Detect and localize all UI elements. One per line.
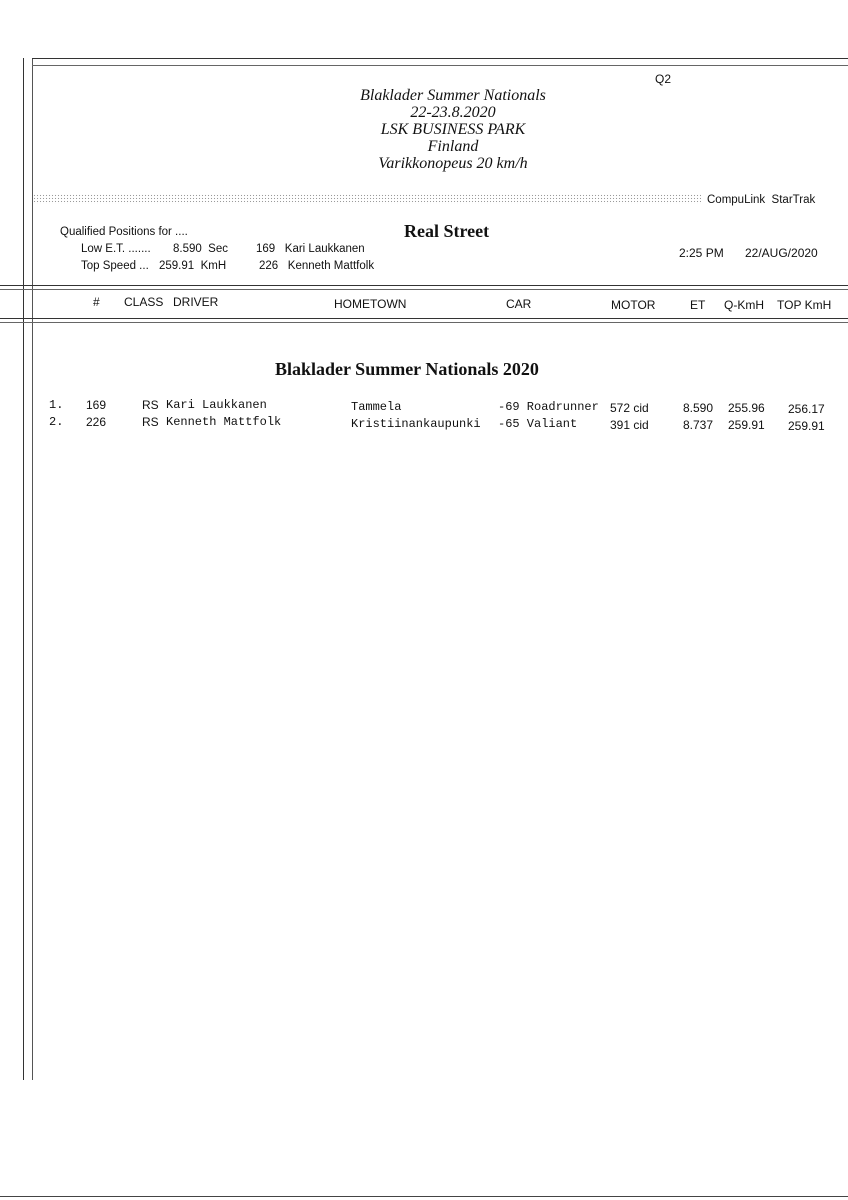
left-margin-line (23, 58, 24, 1080)
col-header-car: CAR (506, 297, 532, 311)
report-date: 22/AUG/2020 (745, 246, 818, 260)
row-position: 1. (49, 398, 64, 412)
software-label: CompuLink StarTrak (707, 194, 816, 206)
row-et: 8.590 (683, 401, 714, 415)
column-header-bottom-rule-2 (0, 322, 848, 323)
row-class: RS (142, 398, 159, 412)
col-header-hometown: HOMETOWN (334, 297, 407, 311)
event-title: Blaklader Summer Nationals (360, 87, 546, 104)
row-qkmh: 259.91 (728, 418, 765, 432)
row-hometown: Tammela (351, 400, 402, 414)
column-header-bottom-rule (0, 318, 848, 319)
column-header-top-rule-2 (0, 289, 848, 290)
row-driver: Kari Laukkanen (166, 398, 267, 412)
row-motor: 391 cid (610, 418, 649, 432)
col-header-motor: MOTOR (611, 298, 656, 312)
row-car-number: 226 (86, 415, 107, 429)
row-car: -65 Valiant (498, 417, 578, 431)
row-motor: 572 cid (610, 401, 649, 415)
row-hometown: Kristiinankaupunki (351, 417, 481, 431)
top-speed-driver: 226 Kenneth Mattfolk (259, 260, 375, 272)
row-driver: Kenneth Mattfolk (166, 415, 282, 429)
low-et-driver: 169 Kari Laukkanen (256, 243, 365, 255)
row-topkmh: 259.91 (788, 419, 825, 433)
top-speed-value: 259.91 KmH (159, 260, 227, 272)
col-header-driver: DRIVER (173, 295, 219, 309)
round-code: Q2 (655, 72, 672, 86)
low-et-label: Low E.T. ....... (81, 243, 151, 255)
col-header-num: # (93, 295, 100, 309)
dotted-separator (33, 194, 701, 204)
top-rule (32, 58, 848, 59)
row-class: RS (142, 415, 159, 429)
top-rule-2 (32, 65, 848, 66)
class-title: Real Street (404, 221, 490, 241)
row-car-number: 169 (86, 398, 107, 412)
event-dates: 22-23.8.2020 (410, 104, 496, 121)
event-venue: LSK BUSINESS PARK (380, 121, 526, 138)
row-et: 8.737 (683, 418, 714, 432)
bottom-page-rule (0, 1196, 848, 1197)
col-header-et: ET (690, 298, 706, 312)
column-header-top-rule (0, 285, 848, 286)
row-car: -69 Roadrunner (498, 400, 599, 414)
top-speed-label: Top Speed ... (81, 260, 149, 272)
left-margin-line-inner (32, 58, 33, 1080)
low-et-value: 8.590 Sec (173, 243, 228, 255)
col-header-qkmh: Q-KmH (724, 298, 764, 312)
section-title: Blaklader Summer Nationals 2020 (275, 359, 539, 379)
report-time: 2:25 PM (679, 246, 724, 260)
col-header-topkmh: TOP KmH (777, 298, 832, 312)
col-header-class: CLASS (124, 295, 164, 309)
event-pit-speed: Varikkonopeus 20 km/h (378, 155, 528, 172)
row-position: 2. (49, 415, 64, 429)
qualified-label: Qualified Positions for .... (60, 226, 188, 238)
row-qkmh: 255.96 (728, 401, 765, 415)
row-topkmh: 256.17 (788, 402, 825, 416)
event-country: Finland (427, 138, 479, 155)
